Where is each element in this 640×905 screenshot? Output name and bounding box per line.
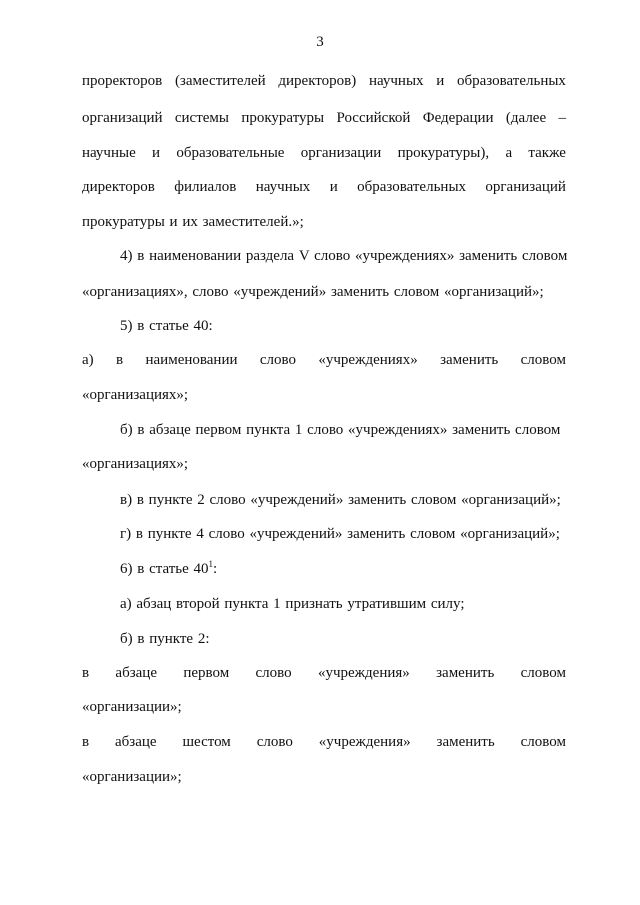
word: абзаце	[115, 734, 157, 750]
line-text: «организации»;	[82, 699, 182, 715]
word: (далее	[505, 110, 547, 126]
word: системы	[174, 110, 229, 126]
word: «учреждения»	[318, 734, 411, 750]
word: слово	[259, 352, 297, 368]
line-text: 6) в статье 40	[120, 561, 209, 577]
word: и	[436, 73, 445, 89]
word: первом	[183, 665, 230, 681]
word: организаций	[485, 179, 566, 195]
text-line	[82, 72, 566, 90]
line-text-tail: :	[213, 561, 218, 577]
word: научные	[82, 145, 136, 161]
word: заменить	[440, 352, 499, 368]
word: в	[82, 734, 90, 750]
word: директоров	[82, 179, 155, 195]
superscript: 1	[208, 559, 214, 569]
text-line	[82, 283, 566, 301]
line-text: «организациях»;	[82, 387, 189, 403]
word: организаций	[82, 110, 163, 126]
text-line	[82, 178, 566, 196]
word: прокуратуры),	[397, 145, 490, 161]
word: абзаце	[115, 665, 157, 681]
word: образовательные	[176, 145, 285, 161]
word: филиалов	[174, 179, 237, 195]
word: проректоров	[82, 73, 163, 89]
word: в	[82, 665, 90, 681]
word: образовательных	[457, 73, 566, 89]
word: словом	[520, 734, 566, 750]
word: заменить	[436, 734, 495, 750]
text-line	[120, 560, 566, 578]
line-text: «организациях»;	[82, 456, 189, 472]
word: слово	[255, 665, 292, 681]
text-line	[120, 525, 566, 543]
word: научных	[255, 179, 311, 195]
word: «учреждениях»	[318, 352, 418, 368]
text-line	[82, 351, 566, 369]
word: Федерации	[422, 110, 494, 126]
word: наименовании	[145, 352, 238, 368]
word: –	[558, 110, 566, 126]
line-text: 4) в наименовании раздела V слово «учреждениях» заменить словом	[120, 248, 568, 264]
word: также	[528, 145, 566, 161]
word: организации	[300, 145, 382, 161]
word: словом	[520, 665, 566, 681]
text-line	[120, 630, 566, 648]
text-line	[82, 386, 566, 404]
word: Российской	[336, 110, 411, 126]
text-line	[82, 733, 566, 751]
line-text: «организации»;	[82, 769, 182, 785]
line-text: 5) в статье 40:	[120, 318, 213, 334]
word: и	[152, 145, 161, 161]
word: (заместителей	[174, 73, 266, 89]
word: в	[116, 352, 124, 368]
word: научных	[368, 73, 424, 89]
word: и	[329, 179, 338, 195]
word: заменить	[436, 665, 495, 681]
word: образовательных	[357, 179, 467, 195]
text-line	[120, 421, 566, 439]
text-line	[120, 491, 566, 509]
text-line	[120, 247, 566, 265]
word: словом	[520, 352, 566, 368]
line-text: а) абзац второй пункта 1 признать утратившим силу;	[120, 596, 465, 612]
word: прокуратуры	[241, 110, 325, 126]
text-line	[82, 664, 566, 682]
line-text: б) в пункте 2:	[120, 631, 210, 647]
text-line	[82, 768, 566, 786]
word: шестом	[182, 734, 231, 750]
word: директоров)	[278, 73, 357, 89]
word: а)	[82, 352, 94, 368]
text-line	[82, 144, 566, 162]
line-text: б) в абзаце первом пункта 1 слово «учреждениях» заменить словом	[120, 422, 561, 438]
line-text: «организациях», слово «учреждений» заменить словом «организаций»;	[82, 284, 544, 300]
text-line	[82, 109, 566, 127]
text-line	[82, 698, 566, 716]
text-line	[82, 213, 566, 231]
word: «учреждения»	[317, 665, 410, 681]
line-text: г) в пункте 4 слово «учреждений» заменить словом «организаций»;	[120, 526, 560, 542]
word: слово	[256, 734, 293, 750]
page-number: 3	[316, 34, 324, 50]
line-text: в) в пункте 2 слово «учреждений» заменить словом «организаций»;	[120, 492, 561, 508]
text-line	[120, 595, 566, 613]
text-line	[82, 455, 566, 473]
word: а	[505, 145, 513, 161]
text-line	[120, 317, 566, 335]
line-text: прокуратуры и их заместителей.»;	[82, 214, 304, 230]
